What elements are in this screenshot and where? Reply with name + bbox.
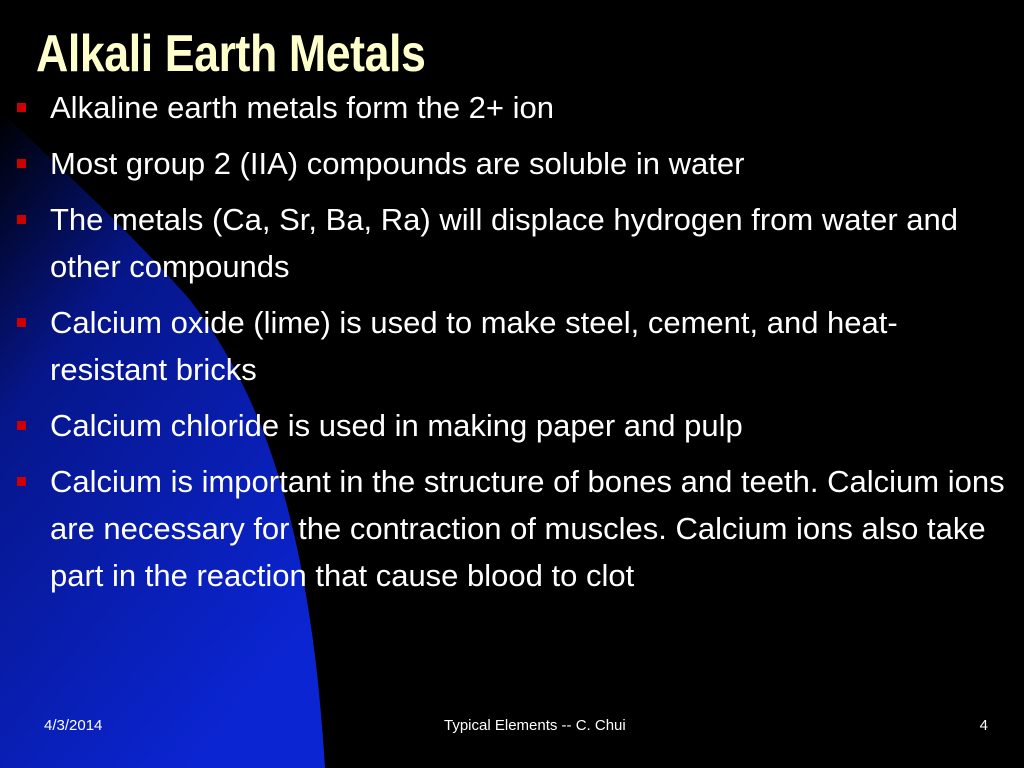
page-number: 4 — [979, 717, 988, 734]
bullet-item — [16, 458, 1006, 599]
bullet-text: Calcium oxide (lime) is used to make steel, cement, and heat-resistant bricks — [50, 305, 898, 387]
square-bullet-icon — [17, 421, 26, 430]
square-bullet-icon — [17, 215, 26, 224]
bullet-item — [16, 84, 1006, 131]
bullet-item — [16, 402, 1006, 449]
bullet-text: Calcium chloride is used in making paper and pulp — [50, 408, 743, 443]
slide-title: Alkali Earth Metals — [36, 25, 426, 83]
bullet-list — [16, 84, 1006, 608]
footer-date: 4/3/2014 — [44, 717, 103, 734]
bullet-text: Calcium is important in the structure of bones and teeth. Calcium ions are necessary for the contraction of muscles. Calcium ions also take part in the reaction that cause blood to clot — [50, 464, 1005, 593]
bullet-text: Most group 2 (IIA) compounds are soluble in water — [50, 146, 745, 181]
bullet-text: The metals (Ca, Sr, Ba, Ra) will displace hydrogen from water and other compounds — [50, 202, 958, 284]
bullet-item — [16, 299, 1006, 393]
square-bullet-icon — [17, 159, 26, 168]
bullet-item — [16, 140, 1006, 187]
square-bullet-icon — [17, 477, 26, 486]
square-bullet-icon — [17, 318, 26, 327]
square-bullet-icon — [17, 103, 26, 112]
bullet-text: Alkaline earth metals form the 2+ ion — [50, 90, 555, 125]
footer-title: Typical Elements -- C. Chui — [444, 717, 626, 734]
bullet-item — [16, 196, 1006, 290]
